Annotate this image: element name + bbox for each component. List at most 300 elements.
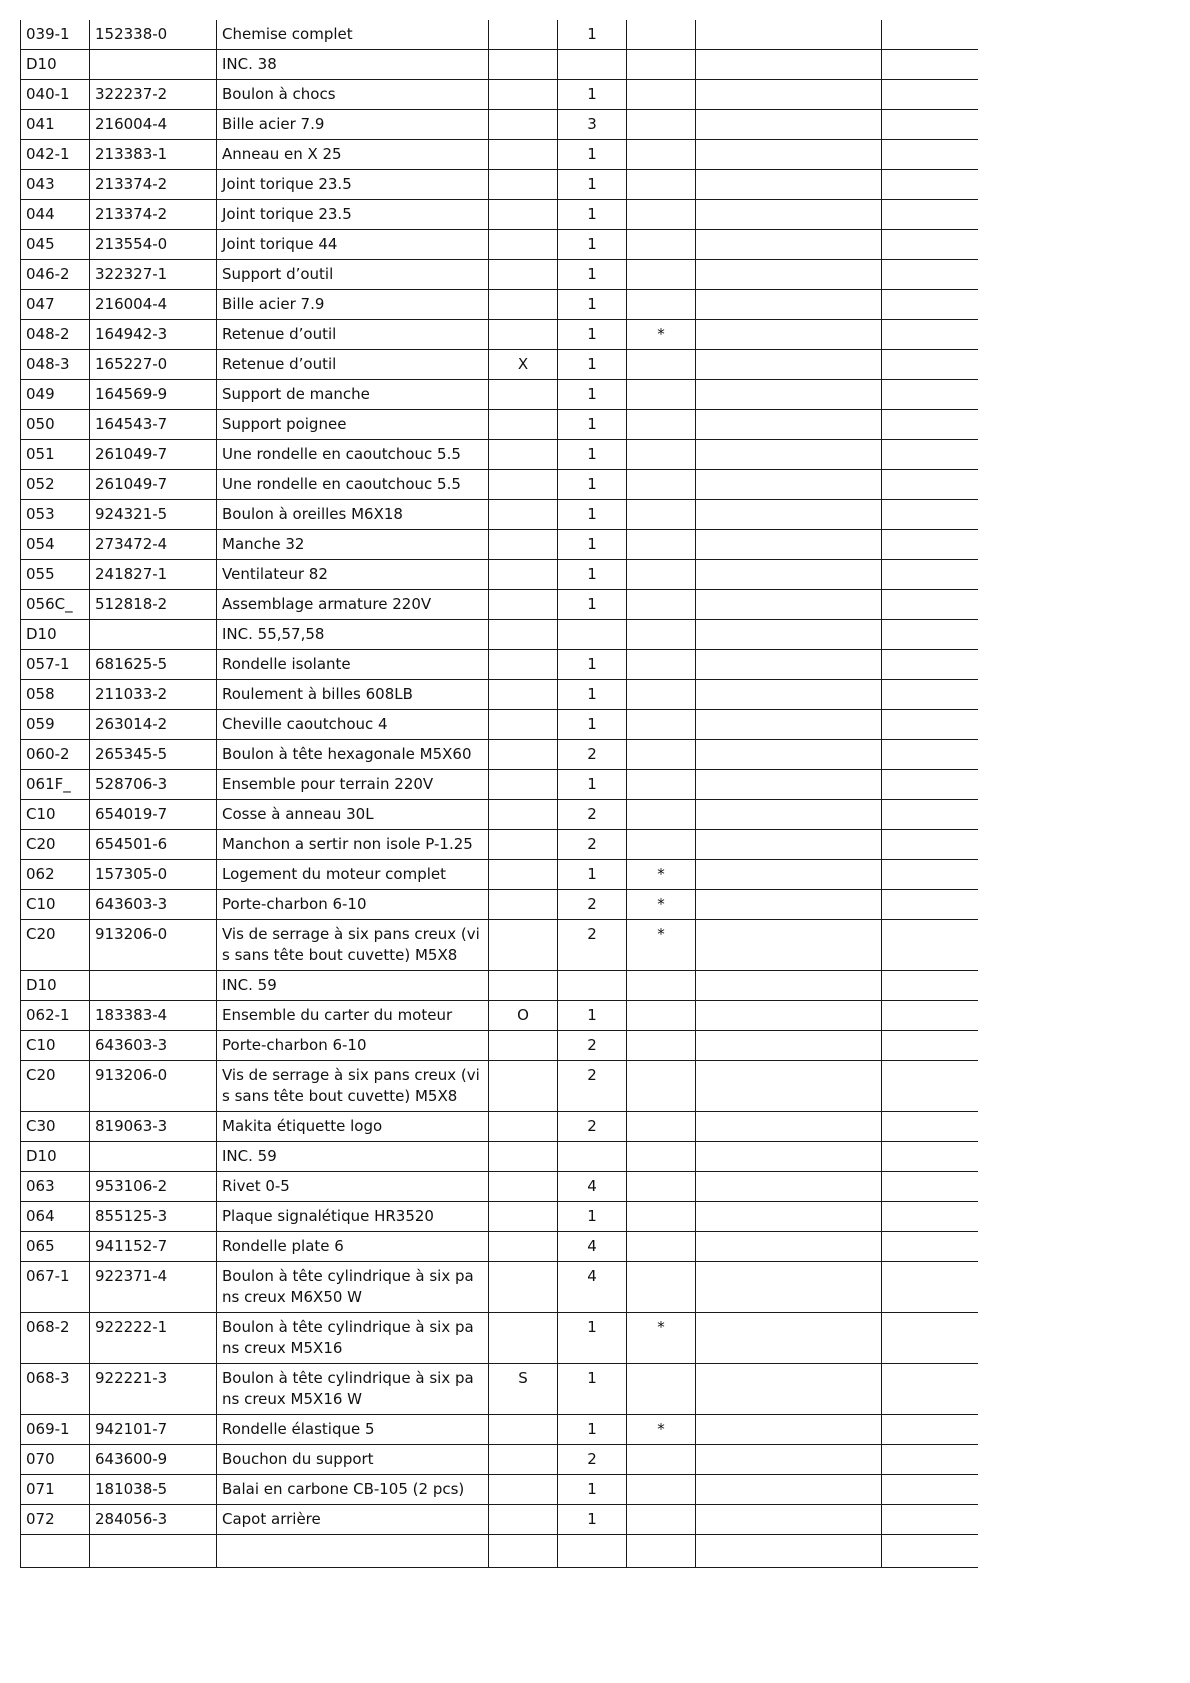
note-code-cell	[489, 20, 558, 50]
empty-cell	[696, 920, 882, 971]
item-number-cell: 048-3	[21, 350, 90, 380]
mark-cell: *	[627, 320, 696, 350]
quantity-cell: 1	[558, 530, 627, 560]
empty-cell	[696, 971, 882, 1001]
table-row	[21, 680, 979, 710]
note-code-cell	[489, 440, 558, 470]
part-number-cell: 152338-0	[90, 20, 217, 50]
empty-cell	[696, 170, 882, 200]
table-row	[21, 920, 979, 971]
note-code-cell: O	[489, 1001, 558, 1031]
mark-cell	[627, 740, 696, 770]
empty-cell	[696, 410, 882, 440]
empty-cell	[696, 320, 882, 350]
item-number-cell: 070	[21, 1445, 90, 1475]
note-code-cell	[489, 1313, 558, 1364]
description-cell: Boulon à oreilles M6X18	[217, 500, 489, 530]
note-code-cell	[489, 650, 558, 680]
parts-table	[20, 20, 978, 1568]
item-number-cell: 059	[21, 710, 90, 740]
mark-cell	[627, 680, 696, 710]
mark-cell	[627, 830, 696, 860]
description-cell: INC. 55,57,58	[217, 620, 489, 650]
table-row	[21, 1445, 979, 1475]
note-code-cell	[489, 1142, 558, 1172]
description-cell: Bille acier 7.9	[217, 290, 489, 320]
empty-cell	[696, 200, 882, 230]
description-cell: Support poignee	[217, 410, 489, 440]
part-number-cell: 165227-0	[90, 350, 217, 380]
part-number-cell: 265345-5	[90, 740, 217, 770]
mark-cell	[627, 1202, 696, 1232]
quantity-cell: 1	[558, 170, 627, 200]
empty-cell	[882, 590, 979, 620]
table-row	[21, 1202, 979, 1232]
empty-cell	[21, 1535, 90, 1568]
note-code-cell	[489, 1505, 558, 1535]
table-row	[21, 170, 979, 200]
part-number-cell: 263014-2	[90, 710, 217, 740]
item-number-cell: 062	[21, 860, 90, 890]
part-number-cell: 284056-3	[90, 1505, 217, 1535]
empty-cell	[696, 500, 882, 530]
mark-cell	[627, 80, 696, 110]
mark-cell	[627, 440, 696, 470]
item-number-cell: 044	[21, 200, 90, 230]
table-row	[21, 1535, 979, 1568]
note-code-cell	[489, 680, 558, 710]
description-cell: Assemblage armature 220V	[217, 590, 489, 620]
table-row	[21, 1415, 979, 1445]
note-code-cell	[489, 1172, 558, 1202]
table-row	[21, 380, 979, 410]
mark-cell	[627, 1475, 696, 1505]
mark-cell	[627, 560, 696, 590]
table-row	[21, 800, 979, 830]
empty-cell	[696, 1505, 882, 1535]
quantity-cell: 1	[558, 1505, 627, 1535]
quantity-cell: 1	[558, 680, 627, 710]
mark-cell	[627, 1505, 696, 1535]
empty-cell	[882, 710, 979, 740]
empty-cell	[882, 770, 979, 800]
table-row	[21, 350, 979, 380]
item-number-cell: 056C_	[21, 590, 90, 620]
note-code-cell	[489, 800, 558, 830]
empty-cell	[696, 530, 882, 560]
empty-cell	[882, 1142, 979, 1172]
note-code-cell	[489, 860, 558, 890]
mark-cell	[627, 200, 696, 230]
item-number-cell: 063	[21, 1172, 90, 1202]
mark-cell	[627, 500, 696, 530]
item-number-cell: 069-1	[21, 1415, 90, 1445]
table-row	[21, 620, 979, 650]
note-code-cell	[489, 890, 558, 920]
empty-cell	[882, 260, 979, 290]
note-code-cell	[489, 1262, 558, 1313]
quantity-cell: 1	[558, 1475, 627, 1505]
part-number-cell: 913206-0	[90, 920, 217, 971]
table-row	[21, 1364, 979, 1415]
mark-cell	[627, 290, 696, 320]
part-number-cell: 164543-7	[90, 410, 217, 440]
table-row	[21, 1232, 979, 1262]
note-code-cell	[489, 1415, 558, 1445]
note-code-cell	[489, 380, 558, 410]
empty-cell	[696, 800, 882, 830]
mark-cell	[627, 380, 696, 410]
mark-cell	[627, 620, 696, 650]
note-code-cell	[489, 110, 558, 140]
item-number-cell: 062-1	[21, 1001, 90, 1031]
empty-cell	[882, 470, 979, 500]
description-cell: Chemise complet	[217, 20, 489, 50]
description-cell: Bille acier 7.9	[217, 110, 489, 140]
mark-cell	[627, 770, 696, 800]
empty-cell	[882, 440, 979, 470]
mark-cell: *	[627, 920, 696, 971]
quantity-cell	[558, 620, 627, 650]
empty-cell	[696, 890, 882, 920]
description-cell: Porte-charbon 6-10	[217, 890, 489, 920]
quantity-cell: 4	[558, 1232, 627, 1262]
note-code-cell: S	[489, 1364, 558, 1415]
mark-cell: *	[627, 1415, 696, 1445]
part-number-cell: 181038-5	[90, 1475, 217, 1505]
mark-cell	[627, 140, 696, 170]
item-number-cell: 060-2	[21, 740, 90, 770]
empty-cell	[882, 1475, 979, 1505]
quantity-cell: 1	[558, 590, 627, 620]
quantity-cell: 1	[558, 20, 627, 50]
mark-cell	[627, 1364, 696, 1415]
mark-cell	[627, 350, 696, 380]
item-number-cell: 065	[21, 1232, 90, 1262]
mark-cell	[627, 260, 696, 290]
part-number-cell: 211033-2	[90, 680, 217, 710]
quantity-cell: 2	[558, 890, 627, 920]
table-row	[21, 260, 979, 290]
empty-cell	[696, 740, 882, 770]
quantity-cell: 1	[558, 710, 627, 740]
note-code-cell	[489, 1112, 558, 1142]
note-code-cell	[489, 290, 558, 320]
empty-cell	[882, 650, 979, 680]
table-row	[21, 530, 979, 560]
part-number-cell: 953106-2	[90, 1172, 217, 1202]
part-number-cell: 819063-3	[90, 1112, 217, 1142]
item-number-cell: C20	[21, 830, 90, 860]
mark-cell	[627, 1232, 696, 1262]
quantity-cell: 1	[558, 1415, 627, 1445]
description-cell: Support de manche	[217, 380, 489, 410]
note-code-cell	[489, 170, 558, 200]
table-row	[21, 560, 979, 590]
note-code-cell	[489, 140, 558, 170]
table-row	[21, 1061, 979, 1112]
table-row	[21, 1112, 979, 1142]
empty-cell	[696, 1262, 882, 1313]
empty-cell	[696, 1061, 882, 1112]
quantity-cell: 3	[558, 110, 627, 140]
part-number-cell: 512818-2	[90, 590, 217, 620]
item-number-cell: 045	[21, 230, 90, 260]
note-code-cell	[489, 560, 558, 590]
table-row	[21, 830, 979, 860]
part-number-cell: 183383-4	[90, 1001, 217, 1031]
empty-cell	[882, 1364, 979, 1415]
quantity-cell: 2	[558, 1112, 627, 1142]
table-row	[21, 440, 979, 470]
mark-cell	[627, 110, 696, 140]
table-row	[21, 140, 979, 170]
description-cell: Joint torique 23.5	[217, 200, 489, 230]
empty-cell	[882, 860, 979, 890]
description-cell: Joint torique 44	[217, 230, 489, 260]
empty-cell	[696, 770, 882, 800]
note-code-cell	[489, 320, 558, 350]
empty-cell	[882, 1001, 979, 1031]
part-number-cell: 654501-6	[90, 830, 217, 860]
note-code-cell	[489, 830, 558, 860]
empty-cell	[882, 530, 979, 560]
note-code-cell	[489, 470, 558, 500]
table-row	[21, 290, 979, 320]
table-row	[21, 200, 979, 230]
empty-cell	[882, 1112, 979, 1142]
item-number-cell: 052	[21, 470, 90, 500]
item-number-cell: C30	[21, 1112, 90, 1142]
empty-cell	[696, 350, 882, 380]
part-number-cell: 261049-7	[90, 470, 217, 500]
note-code-cell	[489, 770, 558, 800]
quantity-cell: 1	[558, 860, 627, 890]
description-cell: Vis de serrage à six pans creux (vis sans tête bout cuvette) M5X8	[217, 920, 489, 971]
part-number-cell: 643603-3	[90, 1031, 217, 1061]
quantity-cell: 1	[558, 230, 627, 260]
mark-cell	[627, 230, 696, 260]
note-code-cell	[489, 500, 558, 530]
part-number-cell: 681625-5	[90, 650, 217, 680]
table-row	[21, 410, 979, 440]
empty-cell	[882, 920, 979, 971]
part-number-cell: 922371-4	[90, 1262, 217, 1313]
description-cell: Retenue d’outil	[217, 350, 489, 380]
description-cell: Anneau en X 25	[217, 140, 489, 170]
mark-cell	[627, 1172, 696, 1202]
note-code-cell	[489, 1202, 558, 1232]
empty-cell	[882, 500, 979, 530]
description-cell: Plaque signalétique HR3520	[217, 1202, 489, 1232]
table-row	[21, 740, 979, 770]
empty-cell	[696, 1172, 882, 1202]
item-number-cell: 072	[21, 1505, 90, 1535]
quantity-cell	[558, 971, 627, 1001]
parts-table-body	[21, 20, 979, 1568]
item-number-cell: 039-1	[21, 20, 90, 50]
mark-cell	[627, 20, 696, 50]
quantity-cell: 1	[558, 470, 627, 500]
part-number-cell: 261049-7	[90, 440, 217, 470]
mark-cell	[627, 650, 696, 680]
quantity-cell	[558, 50, 627, 80]
item-number-cell: 068-3	[21, 1364, 90, 1415]
empty-cell	[882, 1262, 979, 1313]
description-cell: Cheville caoutchouc 4	[217, 710, 489, 740]
description-cell: Rivet 0-5	[217, 1172, 489, 1202]
note-code-cell	[489, 80, 558, 110]
item-number-cell: D10	[21, 50, 90, 80]
description-cell: Manchon a sertir non isole P-1.25	[217, 830, 489, 860]
mark-cell	[627, 170, 696, 200]
item-number-cell: 061F_	[21, 770, 90, 800]
quantity-cell: 1	[558, 1313, 627, 1364]
mark-cell: *	[627, 1313, 696, 1364]
note-code-cell	[489, 1445, 558, 1475]
part-number-cell	[90, 620, 217, 650]
table-row	[21, 1475, 979, 1505]
part-number-cell	[90, 1142, 217, 1172]
part-number-cell: 164942-3	[90, 320, 217, 350]
quantity-cell	[558, 1142, 627, 1172]
empty-cell	[696, 1001, 882, 1031]
mark-cell	[627, 1061, 696, 1112]
quantity-cell: 1	[558, 1364, 627, 1415]
table-row	[21, 710, 979, 740]
table-row	[21, 50, 979, 80]
empty-cell	[696, 1202, 882, 1232]
quantity-cell: 1	[558, 140, 627, 170]
empty-cell	[882, 290, 979, 320]
item-number-cell: D10	[21, 1142, 90, 1172]
quantity-cell: 1	[558, 200, 627, 230]
item-number-cell: 041	[21, 110, 90, 140]
item-number-cell: 047	[21, 290, 90, 320]
empty-cell	[696, 470, 882, 500]
empty-cell	[882, 1535, 979, 1568]
quantity-cell: 1	[558, 290, 627, 320]
note-code-cell	[489, 620, 558, 650]
part-number-cell: 855125-3	[90, 1202, 217, 1232]
quantity-cell: 1	[558, 500, 627, 530]
mark-cell	[627, 971, 696, 1001]
empty-cell	[882, 200, 979, 230]
empty-cell	[696, 1415, 882, 1445]
description-cell: Retenue d’outil	[217, 320, 489, 350]
description-cell: Bouchon du support	[217, 1445, 489, 1475]
note-code-cell	[489, 920, 558, 971]
description-cell: Boulon à tête cylindrique à six pans creux M5X16	[217, 1313, 489, 1364]
empty-cell	[882, 1232, 979, 1262]
table-row	[21, 1142, 979, 1172]
description-cell: Une rondelle en caoutchouc 5.5	[217, 440, 489, 470]
empty-cell	[696, 260, 882, 290]
empty-cell	[882, 680, 979, 710]
part-number-cell: 643603-3	[90, 890, 217, 920]
note-code-cell	[489, 1031, 558, 1061]
empty-cell	[882, 1031, 979, 1061]
quantity-cell: 1	[558, 770, 627, 800]
quantity-cell: 1	[558, 560, 627, 590]
note-code-cell	[489, 1475, 558, 1505]
quantity-cell: 2	[558, 1031, 627, 1061]
table-row	[21, 320, 979, 350]
quantity-cell: 1	[558, 350, 627, 380]
item-number-cell: C10	[21, 1031, 90, 1061]
part-number-cell	[90, 971, 217, 1001]
note-code-cell	[489, 260, 558, 290]
mark-cell	[627, 1112, 696, 1142]
description-cell: Manche 32	[217, 530, 489, 560]
empty-cell	[696, 1475, 882, 1505]
empty-cell	[882, 50, 979, 80]
table-row	[21, 110, 979, 140]
table-row	[21, 860, 979, 890]
empty-cell	[882, 170, 979, 200]
description-cell: Rondelle plate 6	[217, 1232, 489, 1262]
empty-cell	[696, 590, 882, 620]
table-row	[21, 1172, 979, 1202]
item-number-cell: 067-1	[21, 1262, 90, 1313]
quantity-cell: 4	[558, 1262, 627, 1313]
empty-cell	[882, 1061, 979, 1112]
description-cell: Joint torique 23.5	[217, 170, 489, 200]
empty-cell	[696, 710, 882, 740]
part-number-cell: 924321-5	[90, 500, 217, 530]
empty-cell	[696, 20, 882, 50]
part-number-cell: 273472-4	[90, 530, 217, 560]
empty-cell	[882, 380, 979, 410]
empty-cell	[882, 800, 979, 830]
table-row	[21, 890, 979, 920]
part-number-cell: 654019-7	[90, 800, 217, 830]
table-row	[21, 470, 979, 500]
empty-cell	[696, 1445, 882, 1475]
item-number-cell: 064	[21, 1202, 90, 1232]
description-cell: Boulon à chocs	[217, 80, 489, 110]
empty-cell	[882, 830, 979, 860]
item-number-cell: 057-1	[21, 650, 90, 680]
description-cell: Boulon à tête cylindrique à six pans creux M5X16 W	[217, 1364, 489, 1415]
empty-cell	[627, 1535, 696, 1568]
empty-cell	[882, 410, 979, 440]
quantity-cell: 1	[558, 410, 627, 440]
empty-cell	[882, 1202, 979, 1232]
part-number-cell	[90, 50, 217, 80]
quantity-cell: 2	[558, 740, 627, 770]
description-cell: Makita étiquette logo	[217, 1112, 489, 1142]
table-row	[21, 500, 979, 530]
empty-cell	[696, 80, 882, 110]
description-cell: Une rondelle en caoutchouc 5.5	[217, 470, 489, 500]
description-cell: Boulon à tête cylindrique à six pans creux M6X50 W	[217, 1262, 489, 1313]
quantity-cell: 1	[558, 320, 627, 350]
description-cell: Cosse à anneau 30L	[217, 800, 489, 830]
note-code-cell	[489, 1061, 558, 1112]
description-cell: INC. 38	[217, 50, 489, 80]
empty-cell	[882, 230, 979, 260]
empty-cell	[217, 1535, 489, 1568]
quantity-cell: 1	[558, 650, 627, 680]
item-number-cell: C10	[21, 890, 90, 920]
table-row	[21, 230, 979, 260]
part-number-cell: 216004-4	[90, 290, 217, 320]
mark-cell: *	[627, 860, 696, 890]
mark-cell	[627, 1445, 696, 1475]
description-cell: Porte-charbon 6-10	[217, 1031, 489, 1061]
parts-list-page	[20, 20, 978, 1683]
